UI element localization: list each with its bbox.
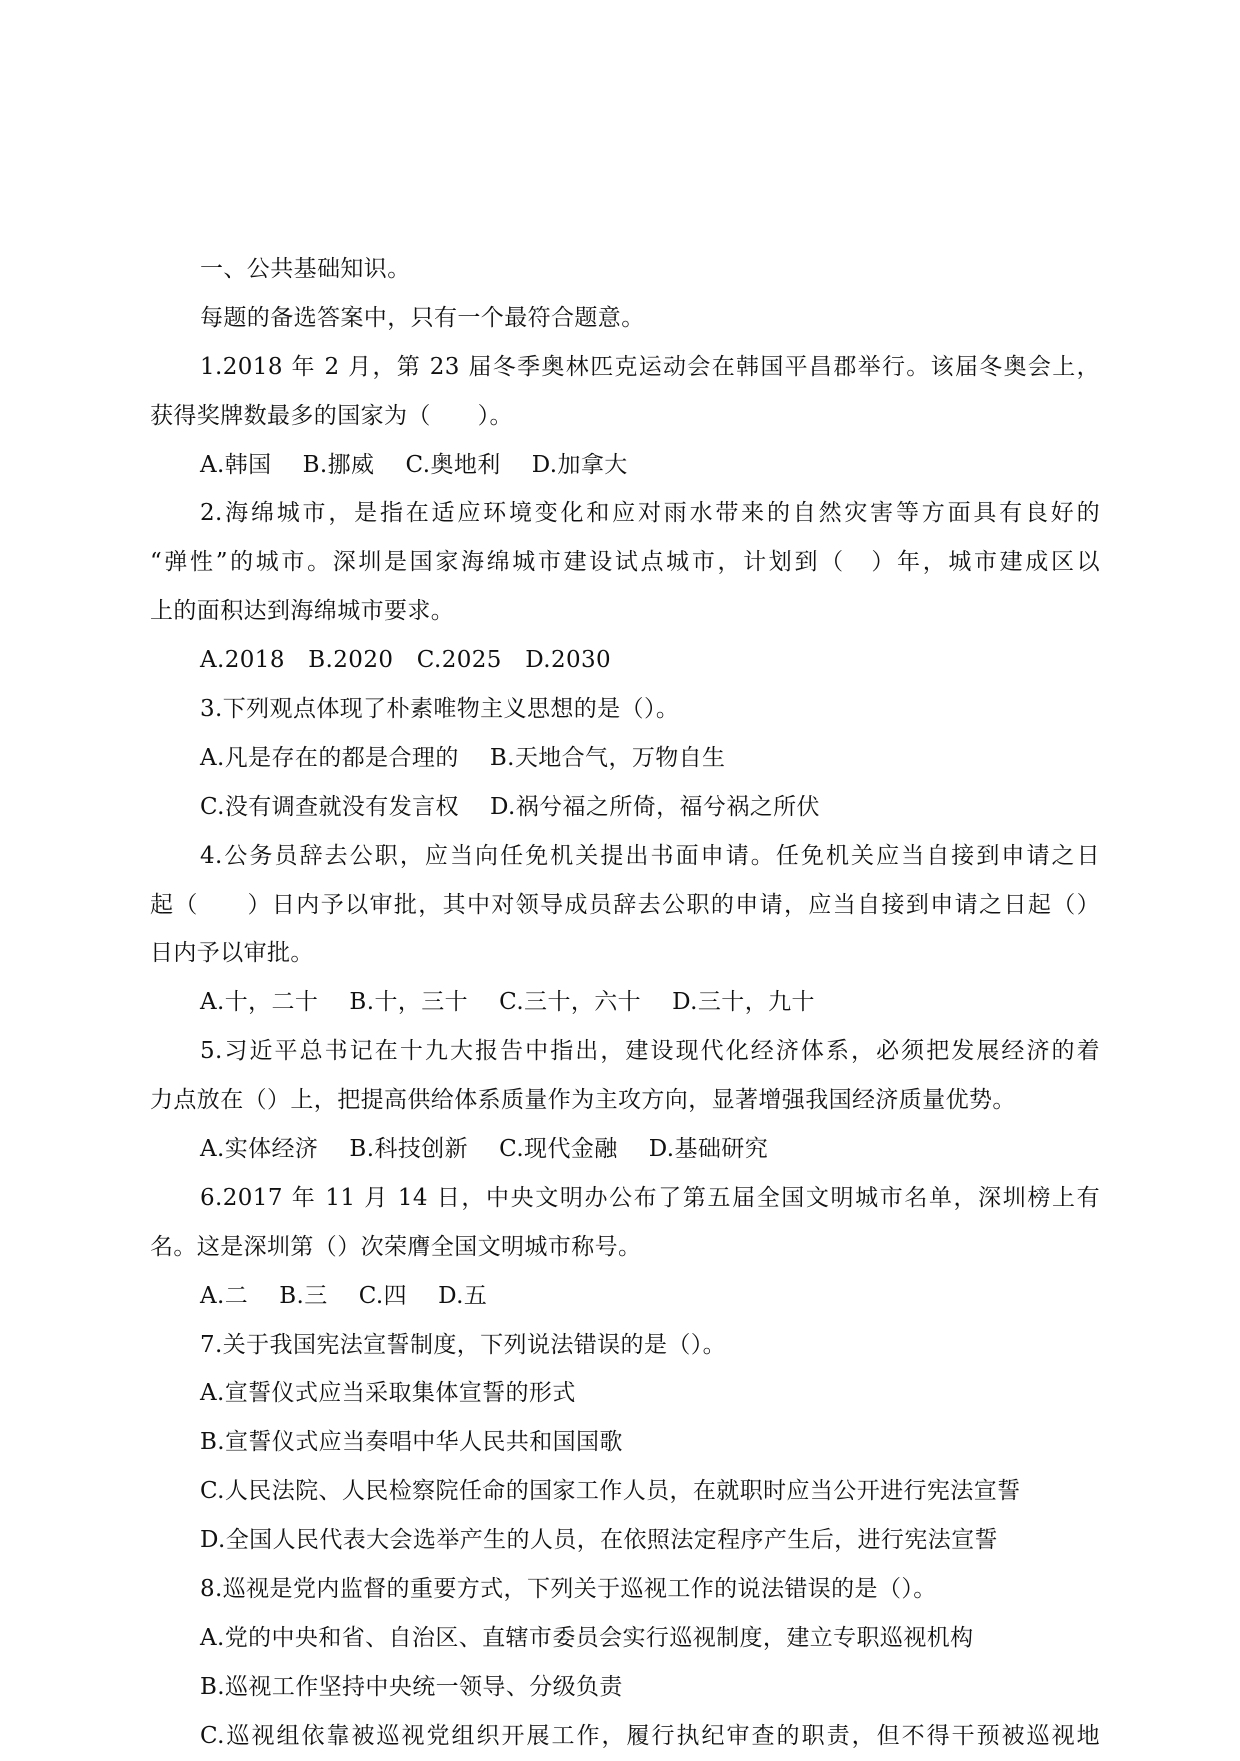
question-2-text-cont: “弹性”的城市。深圳是国家海绵城市建设试点城市，计划到（ ）年，城市建成区以 — [150, 549, 1100, 576]
section-heading: 一、公共基础知识。 — [200, 256, 411, 282]
question-1-text-cont: 获得奖牌数最多的国家为（ ）。 — [150, 402, 513, 429]
question-4-text-end: 日内予以审批。 — [150, 940, 314, 967]
document-body — [150, 245, 1100, 1761]
question-2-text-end: 上的面积达到海绵城市要求。 — [150, 598, 455, 625]
question-8-text: 8.巡视是党内监督的重要方式，下列关于巡视工作的说法错误的是（）。 — [200, 1576, 937, 1603]
question-4-options: A.十，二十 B.十，三十 C.三十，六十 D.三十，九十 — [200, 989, 815, 1016]
question-8-option-c: C.巡视组依靠被巡视党组织开展工作，履行执纪审查的职责，但不得干预被巡视地 — [200, 1722, 1100, 1749]
question-1-text: 1.2018 年 2 月，第 23 届冬季奥林匹克运动会在韩国平昌郡举行。该届冬奥会上， — [200, 353, 1100, 380]
question-3-text: 3.下列观点体现了朴素唯物主义思想的是（）。 — [200, 696, 680, 723]
question-8-option-b: B.巡视工作坚持中央统一领导、分级负责 — [200, 1673, 623, 1700]
question-4-text-cont: 起（ ）日内予以审批，其中对领导成员辞去公职的申请，应当自接到申请之日起（） — [150, 891, 1100, 918]
instruction-text: 每题的备选答案中，只有一个最符合题意。 — [200, 304, 645, 331]
question-4-text: 4.公务员辞去公职，应当向任免机关提出书面申请。任免机关应当自接到申请之日 — [200, 842, 1100, 869]
question-2-options: A.2018 B.2020 C.2025 D.2030 — [200, 647, 612, 674]
question-5-text-cont: 力点放在（）上，把提高供给体系质量作为主攻方向，显著增强我国经济质量优势。 — [150, 1087, 1016, 1114]
question-6-text-cont: 名。这是深圳第（）次荣膺全国文明城市称号。 — [150, 1233, 642, 1260]
question-7-option-c: C.人民法院、人民检察院任命的国家工作人员，在就职时应当公开进行宪法宣誓 — [200, 1478, 1021, 1505]
question-5-text: 5.习近平总书记在十九大报告中指出，建设现代化经济体系，必须把发展经济的着 — [200, 1038, 1100, 1065]
question-6-options: A.二 B.三 C.四 D.五 — [200, 1282, 488, 1309]
question-6-text: 6.2017 年 11 月 14 日，中央文明办公布了第五届全国文明城市名单，深圳榜上有 — [200, 1184, 1100, 1211]
question-8-option-a: A.党的中央和省、自治区、直辖市委员会实行巡视制度，建立专职巡视机构 — [200, 1624, 974, 1651]
question-7-option-b: B.宣誓仪式应当奏唱中华人民共和国国歌 — [200, 1429, 623, 1456]
question-3-options-ab: A.凡是存在的都是合理的 B.天地合气，万物自生 — [200, 744, 726, 771]
question-7-option-a: A.宣誓仪式应当采取集体宣誓的形式 — [200, 1380, 576, 1407]
question-7-option-d: D.全国人民代表大会选举产生的人员，在依照法定程序产生后，进行宪法宣誓 — [200, 1527, 998, 1554]
question-7-text: 7.关于我国宪法宣誓制度，下列说法错误的是（）。 — [200, 1331, 727, 1358]
question-1-options: A.韩国 B.挪威 C.奥地利 D.加拿大 — [200, 451, 628, 478]
question-3-options-cd: C.没有调查就没有发言权 D.祸兮福之所倚，福兮祸之所伏 — [200, 793, 820, 820]
question-5-options: A.实体经济 B.科技创新 C.现代金融 D.基础研究 — [200, 1136, 769, 1163]
question-2-text: 2.海绵城市，是指在适应环境变化和应对雨水带来的自然灾害等方面具有良好的 — [200, 500, 1100, 527]
